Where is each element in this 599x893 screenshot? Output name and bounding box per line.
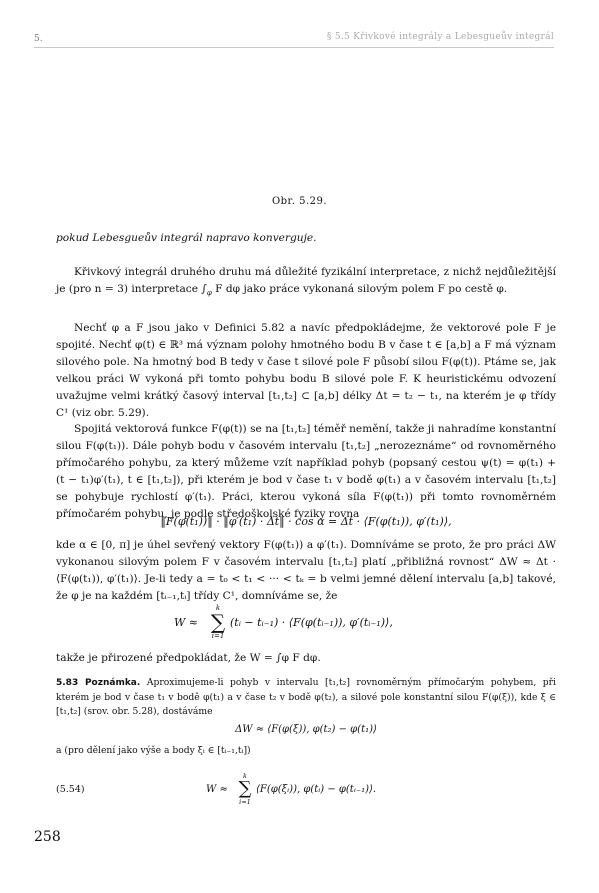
equation-work-segment: ‖F(φ(t₁))‖ · ‖φ′(t₁) · Δt‖ · cos α = Δt · ⟨F(φ(t₁)), φ′(t₁)⟩, <box>160 515 452 528</box>
equation-5-54 <box>56 770 556 810</box>
page-header <box>34 34 554 48</box>
eq4-sum <box>236 772 254 806</box>
eq4-sum-bottom: i=1 <box>239 798 251 806</box>
paragraph-approximation: Spojitá vektorová funkce F(φ(t)) se na [t₁,t₂] téměř nemění, takže ji nahradíme konstantní silou F(φ(t₁)). Dále pohyb bodu v časovém intervalu [t₁,t₂] „nerozeznáme“ od rovnoměrného přímočarého pohybu, za který můžeme vzít například pohyb (popsaný cestou ψ(t) = φ(t₁) + (t − t₁)φ′(t₁), t ∈ [t₁,t₂]), při kterém je bod v čase t₁ v bodě φ(t₁) a v časovém intervalu [t₁,t₂] se pohybuje rychlostí φ′(t₁). Práci, kterou vykoná síla F(φ(t₁)) při tomto rovnoměrném přímočarém pohybu, je podle středoškolské fyziky rovna <box>56 423 556 520</box>
paragraph-interpretation-a: Křivkový integrál druhého druhu má důležité fyzikální interpretace, z nichž nejdůležitější je (pro n = 3) interpretace ∫ <box>56 266 556 295</box>
paragraph-interpretation <box>56 264 556 302</box>
eq4-lhs: W ≈ <box>206 784 228 795</box>
paragraph-interpretation-sub: φ <box>206 289 212 298</box>
eq4-sum-top: k <box>243 772 247 780</box>
eq4-rhs: ⟨F(φ(ξᵢ)), φ(tᵢ) − φ(tᵢ₋₁)⟩. <box>256 784 377 795</box>
eq2-sum-symbol: ∑ <box>210 610 226 634</box>
paragraph-interpretation-c: F dφ jako práce vykonaná silovým polem F po cestě φ. <box>211 283 508 295</box>
eq2-lhs: W ≈ <box>174 616 199 629</box>
remark-label: 5.83 Poznámka. <box>56 678 141 688</box>
page-number: 258 <box>34 829 61 845</box>
eq2-sum-bottom: i=1 <box>211 632 225 640</box>
paragraph-partition: kde α ∈ [0, π] je úhel sevřený vektory F(φ(t₁)) a φ′(t₁). Domníváme se proto, že pro práci ΔW vykonanou silovým polem F v časovém intervalu [t₁,t₂] platí „přibližná rovnost“ ΔW ≈ Δt · ⟨F(φ(t₁)), φ′(t₁)⟩. Je-li tedy a = t₀ < t₁ < ··· < tₖ = b velmi jemné dělení intervalu [a,b] takové, že φ je na každém [tᵢ₋₁,tᵢ] třídy C¹, domníváme se, že <box>56 539 556 602</box>
paragraph-setup: Nechť φ a F jsou jako v Definici 5.82 a navíc předpokládejme, že vektorové pole F je spojité. Nechť φ(t) ∈ ℝ³ má význam polohy hmotného bodu B v čase t ∈ [a,b] a F má význam silového pole. Na hmotný bod B tedy v čase t silové pole F působí silou F(φ(t)). Ptáme se, jak velkou práci W vykoná při tomto pohybu bodu B silové pole F. K heuristickému odvození uvažujme velmi krátký časový interval [t₁,t₂] ⊂ [a,b] délky Δt = t₂ − t₁, na kterém je φ třídy C¹ (viz obr. 5.29). <box>56 322 556 419</box>
remark-text: Aproximujeme-li pohyb v intervalu [t₁,t₂] rovnoměrným přímočarým pohybem, při kterém je bod v čase t₁ v bodě φ(t₁) a v čase t₂ v bodě φ(t₂), a silové pole konstantní silou F(φ(ξ)), kde ξ ∈ [t₁,t₂] (srov. obr. 5.28), dostáváme <box>56 677 556 717</box>
equation-delta-work: ΔW ≈ ⟨F(φ(ξ)), φ(t₂) − φ(t₁)⟩ <box>235 724 377 735</box>
remark-block <box>56 676 556 720</box>
header-rule <box>34 47 554 48</box>
figure-caption: Obr. 5.29. <box>271 196 328 207</box>
eq4-sum-symbol: ∑ <box>238 778 252 799</box>
eq2-sum-top: k <box>215 604 221 612</box>
equation-riemann-sum <box>56 604 556 644</box>
paragraph-continuation: pokud Lebesgueův integrál napravo konverguje. <box>56 232 317 244</box>
header-page-marker: 5. <box>34 34 43 44</box>
paragraph-conclusion: takže je přirozené předpokládat, že W = ∫φ F dφ. <box>56 652 321 664</box>
eq2-rhs: (tᵢ − tᵢ₋₁) · ⟨F(φ(tᵢ₋₁)), φ′(tᵢ₋₁)⟩, <box>230 616 393 629</box>
equation-number: (5.54) <box>56 784 85 795</box>
eq2-sum <box>208 604 228 640</box>
header-running-title: § 5.5 Křivkové integrály a Lebesgueův integrál <box>326 32 554 42</box>
paragraph-partition-points: a (pro dělení jako výše a body ξᵢ ∈ [tᵢ₋₁,tᵢ]) <box>56 745 251 756</box>
